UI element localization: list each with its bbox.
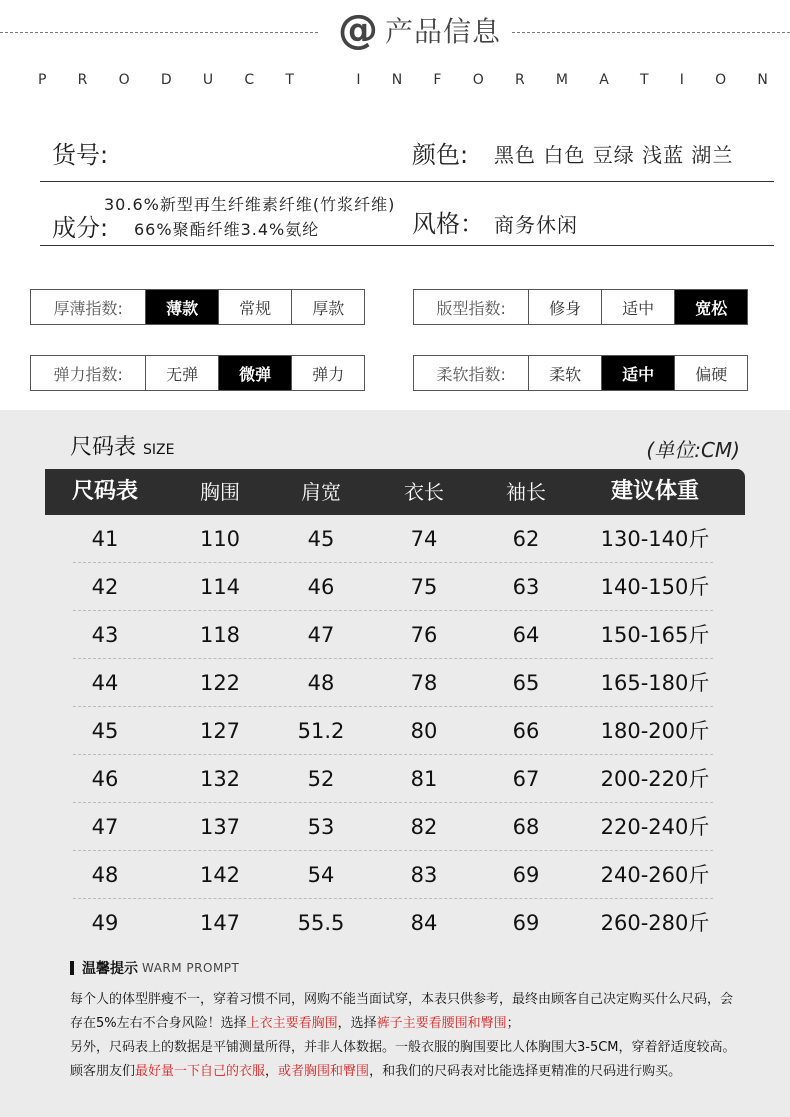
header-weight: 建议体重 [610, 479, 699, 504]
unit-label: (单位:CM) [646, 438, 740, 462]
cell-size: 42 [91, 575, 119, 599]
fit-option: 适中 [601, 290, 675, 324]
header-sleeve: 袖长 [506, 480, 546, 504]
thickness-index [30, 289, 365, 325]
cell-weight: 140-150斤 [600, 575, 710, 599]
divider [40, 181, 774, 182]
subtitle-letter: R [77, 72, 88, 88]
softness-index-label: 柔软指数: [436, 364, 506, 384]
cell-weight: 240-260斤 [600, 863, 710, 887]
cell-weight: 150-165斤 [600, 623, 710, 647]
table-row [45, 899, 745, 947]
cell-shoulder: 53 [307, 815, 335, 839]
warm-prompt [70, 958, 740, 1084]
cell-sleeve: 69 [512, 911, 540, 935]
cell-length: 80 [410, 719, 438, 743]
prompt-text: ，和我们的尺码表对比能选择更精准的尺码进行购买。 [369, 1064, 682, 1079]
elasticity-index [30, 355, 365, 391]
softness-option: 柔软 [528, 356, 601, 390]
color-label: 颜色: [412, 141, 469, 169]
subtitle-letter: T [640, 72, 649, 88]
subtitle-letter: R [514, 72, 525, 88]
prompt-text: ， [265, 1064, 279, 1079]
table-row [45, 515, 745, 563]
prompt-highlight: 最好量一下自己的衣服 [135, 1064, 266, 1079]
subtitle-letter: I [679, 72, 684, 88]
subtitle-letter: N [757, 72, 768, 88]
cell-length: 84 [410, 911, 438, 935]
cell-weight: 165-180斤 [600, 671, 710, 695]
subtitle-letter: U [202, 72, 214, 88]
cell-chest: 142 [199, 863, 241, 887]
size-chart-section [0, 410, 790, 1117]
cell-size: 41 [91, 527, 119, 551]
cell-weight: 220-240斤 [600, 815, 710, 839]
at-icon: @ [338, 7, 378, 53]
cell-chest: 137 [199, 815, 241, 839]
fit-option: 修身 [528, 290, 601, 324]
softness-option: 适中 [601, 356, 675, 390]
cell-chest: 127 [199, 719, 241, 743]
composition-line-1: 30.6%新型再生纤维素纤维(竹浆纤维) [104, 195, 396, 214]
cell-size: 48 [91, 863, 119, 887]
item-no-label: 货号: [52, 141, 109, 169]
table-row [45, 563, 745, 611]
cell-shoulder: 45 [307, 527, 335, 551]
elasticity-option: 弹力 [291, 356, 364, 390]
subtitle-letter: F [433, 72, 442, 88]
prompt-text: 另外，尺码表上的数据是平铺测量所得，并非人体数据。一般衣服的胸围要比人体胸围大3-5CM，穿着舒适度较高。顾客朋友们 [70, 1040, 736, 1079]
cell-chest: 132 [199, 767, 241, 791]
cell-shoulder: 55.5 [297, 911, 345, 935]
table-row [45, 659, 745, 707]
cell-length: 76 [410, 623, 438, 647]
cell-shoulder: 47 [307, 623, 335, 647]
subtitle-letter: O [472, 72, 484, 88]
table-row [45, 707, 745, 755]
style-label: 风格： [412, 210, 484, 238]
section-title: 产品信息 [385, 15, 502, 48]
warm-prompt-title-en: WARM PROMPT [142, 961, 240, 975]
subtitle-letter: M [555, 72, 568, 88]
cell-length: 81 [410, 767, 438, 791]
cell-chest: 118 [199, 623, 241, 647]
size-table-header [45, 469, 745, 515]
prompt-text: ，选择 [337, 1016, 377, 1031]
fit-option: 宽松 [674, 290, 747, 324]
size-chart-title [70, 430, 174, 461]
elasticity-option: 无弹 [145, 356, 218, 390]
thickness-option: 厚款 [291, 290, 364, 324]
cell-chest: 110 [199, 527, 241, 551]
composition-label: 成分: [52, 214, 109, 242]
divider-left [0, 32, 318, 33]
cell-chest: 114 [199, 575, 241, 599]
cell-sleeve: 68 [512, 815, 540, 839]
subtitle-letter: C [244, 72, 255, 88]
subtitle-letter: P [38, 72, 47, 88]
cell-size: 44 [91, 671, 119, 695]
thickness-index-label: 厚薄指数: [53, 298, 123, 318]
cell-size: 49 [91, 911, 119, 935]
prompt-highlight: 或者胸围和臀围 [278, 1064, 370, 1079]
cell-length: 78 [410, 671, 438, 695]
divider [40, 245, 774, 246]
cell-sleeve: 64 [512, 623, 540, 647]
softness-option: 偏硬 [674, 356, 747, 390]
warm-prompt-text [70, 988, 740, 1084]
subtitle-letter: D [160, 72, 172, 88]
divider-right [512, 32, 790, 33]
cell-shoulder: 54 [307, 863, 335, 887]
prompt-text: 每个人的体型胖瘦不一，穿着习惯不同，网购不能当面试穿，本表只供参考，最终由顾客自己决定购买什么尺码，会存在5%左右不合身风险！选择 [70, 992, 734, 1031]
style-value: 商务休闲 [494, 213, 578, 237]
warm-prompt-title: 温馨提示 [82, 961, 138, 977]
warm-prompt-heading [70, 958, 740, 978]
table-row [45, 611, 745, 659]
cell-weight: 180-200斤 [600, 719, 710, 743]
cell-shoulder: 52 [307, 767, 335, 791]
cell-size: 43 [91, 623, 119, 647]
section-header [0, 0, 790, 110]
cell-size: 46 [91, 767, 119, 791]
header-size: 尺码表 [71, 479, 138, 504]
cell-sleeve: 66 [512, 719, 540, 743]
cell-length: 74 [410, 527, 438, 551]
prompt-text: ； [506, 1016, 520, 1031]
fit-index [413, 289, 748, 325]
color-values: 黑色 白色 豆绿 浅蓝 湖兰 [494, 143, 734, 167]
thickness-option: 常规 [218, 290, 292, 324]
subtitle-letter: O [715, 72, 727, 88]
cell-weight: 200-220斤 [600, 767, 710, 791]
table-row [45, 803, 745, 851]
subtitle-letter: A [599, 72, 609, 88]
cell-size: 47 [91, 815, 119, 839]
header-length: 衣长 [404, 480, 444, 504]
cell-length: 75 [410, 575, 438, 599]
subtitle-letter: O [118, 72, 130, 88]
cell-sleeve: 62 [512, 527, 540, 551]
cell-shoulder: 48 [307, 671, 335, 695]
cell-weight: 260-280斤 [600, 911, 710, 935]
subtitle-letter: I [356, 72, 361, 88]
cell-sleeve: 67 [512, 767, 540, 791]
cell-chest: 122 [199, 671, 241, 695]
cell-sleeve: 63 [512, 575, 540, 599]
cell-chest: 147 [199, 911, 241, 935]
prompt-highlight: 裤子主要看腰围和臀围 [376, 1016, 507, 1031]
cell-shoulder: 51.2 [297, 719, 345, 743]
size-chart-title-text: 尺码表 [70, 435, 137, 460]
cell-sleeve: 65 [512, 671, 540, 695]
section-subtitle [38, 72, 768, 88]
table-row [45, 755, 745, 803]
header-shoulder: 肩宽 [301, 480, 341, 504]
elasticity-index-label: 弹力指数: [53, 364, 123, 384]
heading-bar [70, 961, 74, 975]
cell-weight: 130-140斤 [600, 527, 710, 551]
composition-line-2: 66%聚酯纤维3.4%氨纶 [134, 220, 320, 239]
elasticity-option: 微弹 [218, 356, 292, 390]
thickness-option: 薄款 [145, 290, 218, 324]
subtitle-letter: T [285, 72, 294, 88]
cell-sleeve: 69 [512, 863, 540, 887]
cell-size: 45 [91, 719, 119, 743]
prompt-highlight: 上衣主要看胸围 [246, 1016, 338, 1031]
table-row [45, 851, 745, 899]
cell-shoulder: 46 [307, 575, 335, 599]
size-chart-title-suffix: SIZE [143, 442, 175, 458]
header-chest: 胸围 [200, 480, 240, 504]
fit-index-label: 版型指数: [436, 298, 506, 318]
cell-length: 83 [410, 863, 438, 887]
softness-index [413, 355, 748, 391]
subtitle-letter: N [391, 72, 403, 88]
cell-length: 82 [410, 815, 438, 839]
